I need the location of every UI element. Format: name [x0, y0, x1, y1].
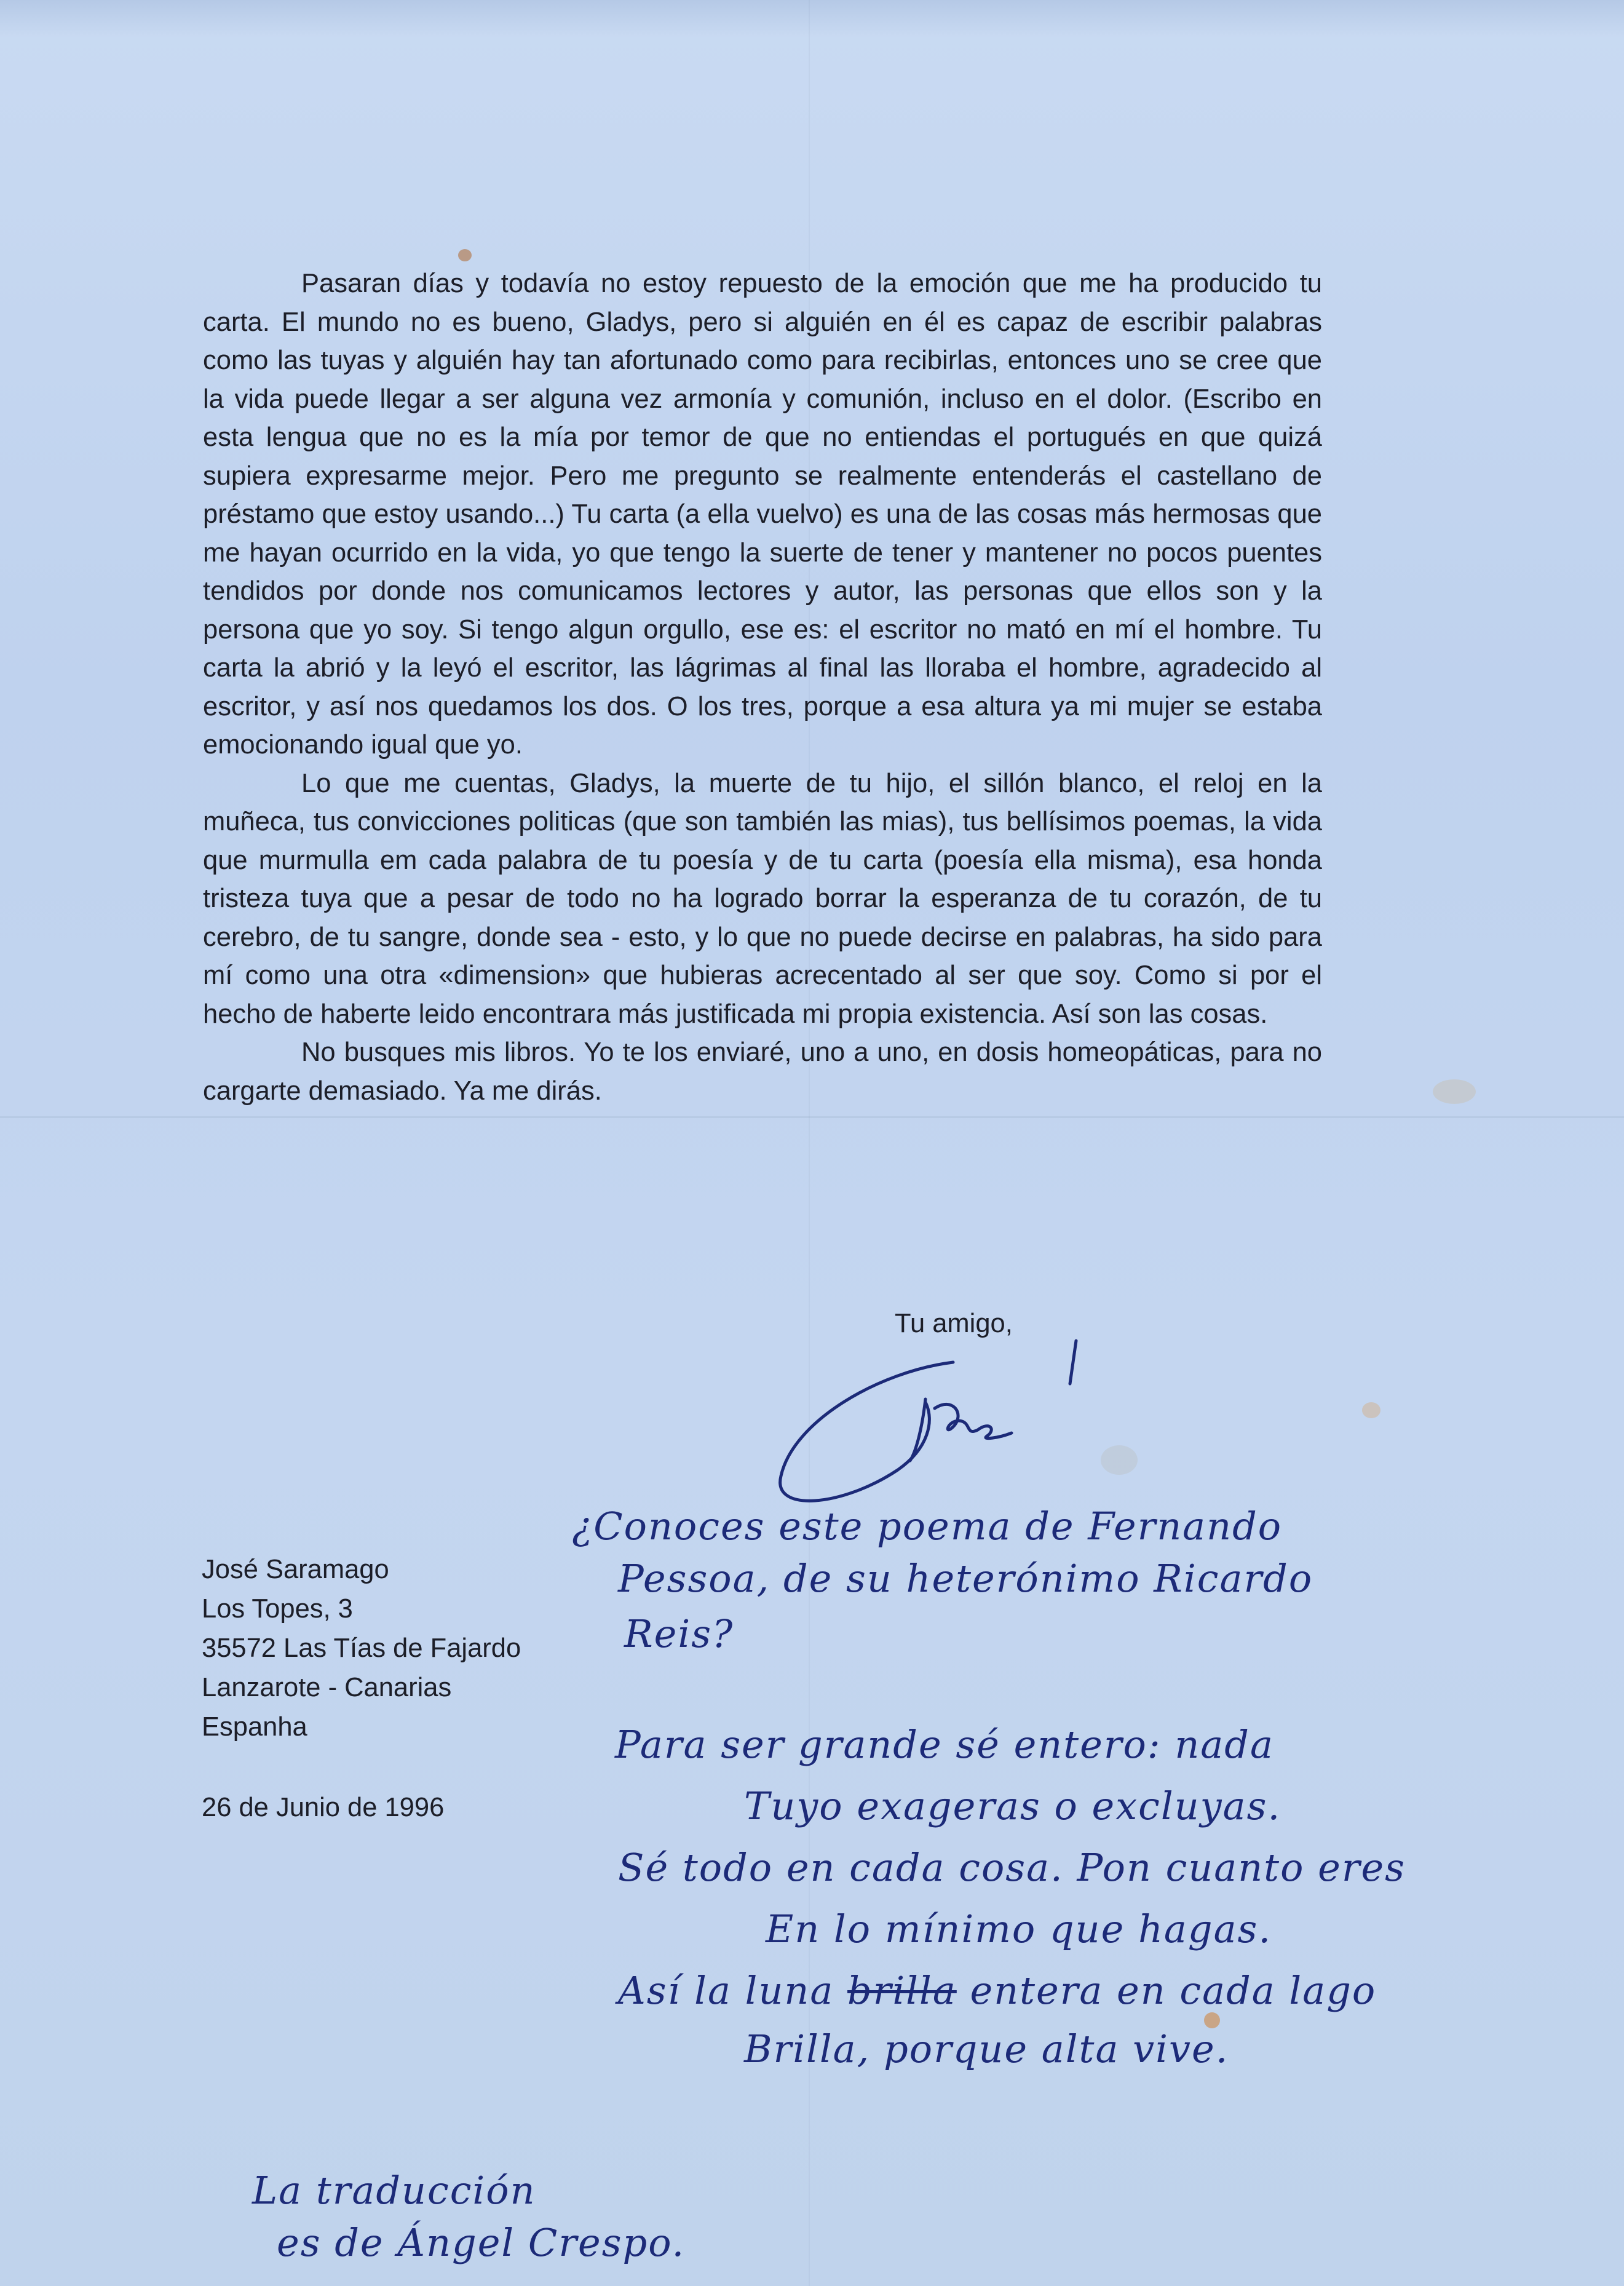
- paper-stain: [1362, 1402, 1380, 1418]
- sender-street: Los Topes, 3: [202, 1594, 353, 1624]
- handwritten-signature: [769, 1328, 1113, 1513]
- letter-paragraph: Lo que me cuentas, Gladys, la muerte de tu hijo, el sillón blanco, el reloj en la muñeca, tus convicciones politicas (que son también las mias), tus bellísimos poemas, la vida que murmulla em cada palabra de tu poesía y de tu carta (poesía ella misma), esa honda tristeza tuya que a pesar de todo no ha logrado borrar la esperanza de tu corazón, de tu cerebro, de tu sangre, donde sea - esto, y lo que no puede decirse en palabras, ha sido para mí como una otra «dimension» que hubieras acrecentado al ser que soy. Como si por el hecho de haberte leido encontrara más justificada mi propia existencia. Así son las cosas.: [203, 768, 1322, 1029]
- sender-name: José Saramago: [202, 1555, 389, 1584]
- paper-stain: [458, 249, 472, 261]
- handwritten-question-line: Reis?: [624, 1611, 734, 1656]
- letter-body: [203, 264, 1322, 1110]
- handwritten-question-line: Pessoa, de su heterónimo Ricardo: [618, 1556, 1313, 1601]
- sender-city: 35572 Las Tías de Fajardo: [202, 1633, 521, 1663]
- paper-top-edge: [0, 0, 1624, 37]
- handwritten-poem-line: Brilla, porque alta vive.: [744, 2026, 1229, 2071]
- crossed-out-word: brilla: [847, 1968, 957, 2013]
- sender-address: [202, 1550, 521, 1747]
- handwritten-poem-line: Tuyo exageras o excluyas.: [744, 1784, 1281, 1828]
- handwritten-poem-line: Sé todo en cada cosa. Pon cuanto eres: [618, 1845, 1406, 1890]
- sender-region: Lanzarote - Canarias: [202, 1673, 452, 1702]
- paper-stain: [1433, 1079, 1476, 1104]
- handwritten-question-line: ¿Conoces este poema de Fernando: [572, 1504, 1283, 1549]
- paper-fold-line: [0, 1116, 1624, 1118]
- poem-text: entera en cada lago: [970, 1968, 1377, 2013]
- poem-text: Así la luna: [618, 1968, 834, 2013]
- letter-closing: Tu amigo,: [895, 1309, 1013, 1338]
- handwritten-note-line: La traducción: [252, 2168, 536, 2213]
- letter-paragraph: Pasaran días y todavía no estoy repuesto de la emoción que me ha producido tu carta. El mundo no es bueno, Gladys, pero si alguién en él es capaz de escribir palabras como las tuyas y alguién hay tan afortunado como para recibirlas, entonces uno se cree que la vida puede llegar a ser alguna vez armonía y comunión, incluso en el dolor. (Escribo en esta lengua que no es la mía por temor de que no entiendas el portugués en que quizá supiera expresarme mejor. Pero me pregunto se realmente entenderás el castellano de préstamo que estoy usando...) Tu carta (a ella vuelvo) es una de las cosas más hermosas que me hayan ocurrido en la vida, yo que tengo la suerte de tener y mantener no pocos puentes tendidos por donde nos comunicamos lectores y autor, las personas que ellos son y la persona que yo soy. Si tengo algun orgullo, ese es: el escritor no mató en mí el hombre. Tu carta la abrió y la leyó el escritor, las lágrimas al final las lloraba el hombre, agradecido al escritor, y así nos quedamos los dos. O los tres, porque a esa altura ya mi mujer se estaba emocionando igual que yo.: [203, 269, 1322, 760]
- letter-paragraph: No busques mis libros. Yo te los enviaré, uno a uno, en dosis homeopáticas, para no cargarte demasiado. Ya me dirás.: [203, 1038, 1322, 1106]
- handwritten-poem-line: En lo mínimo que hagas.: [766, 1907, 1272, 1951]
- sender-country: Espanha: [202, 1712, 307, 1742]
- handwritten-note-line: es de Ángel Crespo.: [277, 2220, 686, 2265]
- letter-date: 26 de Junio de 1996: [202, 1793, 445, 1822]
- handwritten-poem-line: [618, 1968, 1376, 2013]
- handwritten-poem-line: Para ser grande sé entero: nada: [615, 1722, 1274, 1767]
